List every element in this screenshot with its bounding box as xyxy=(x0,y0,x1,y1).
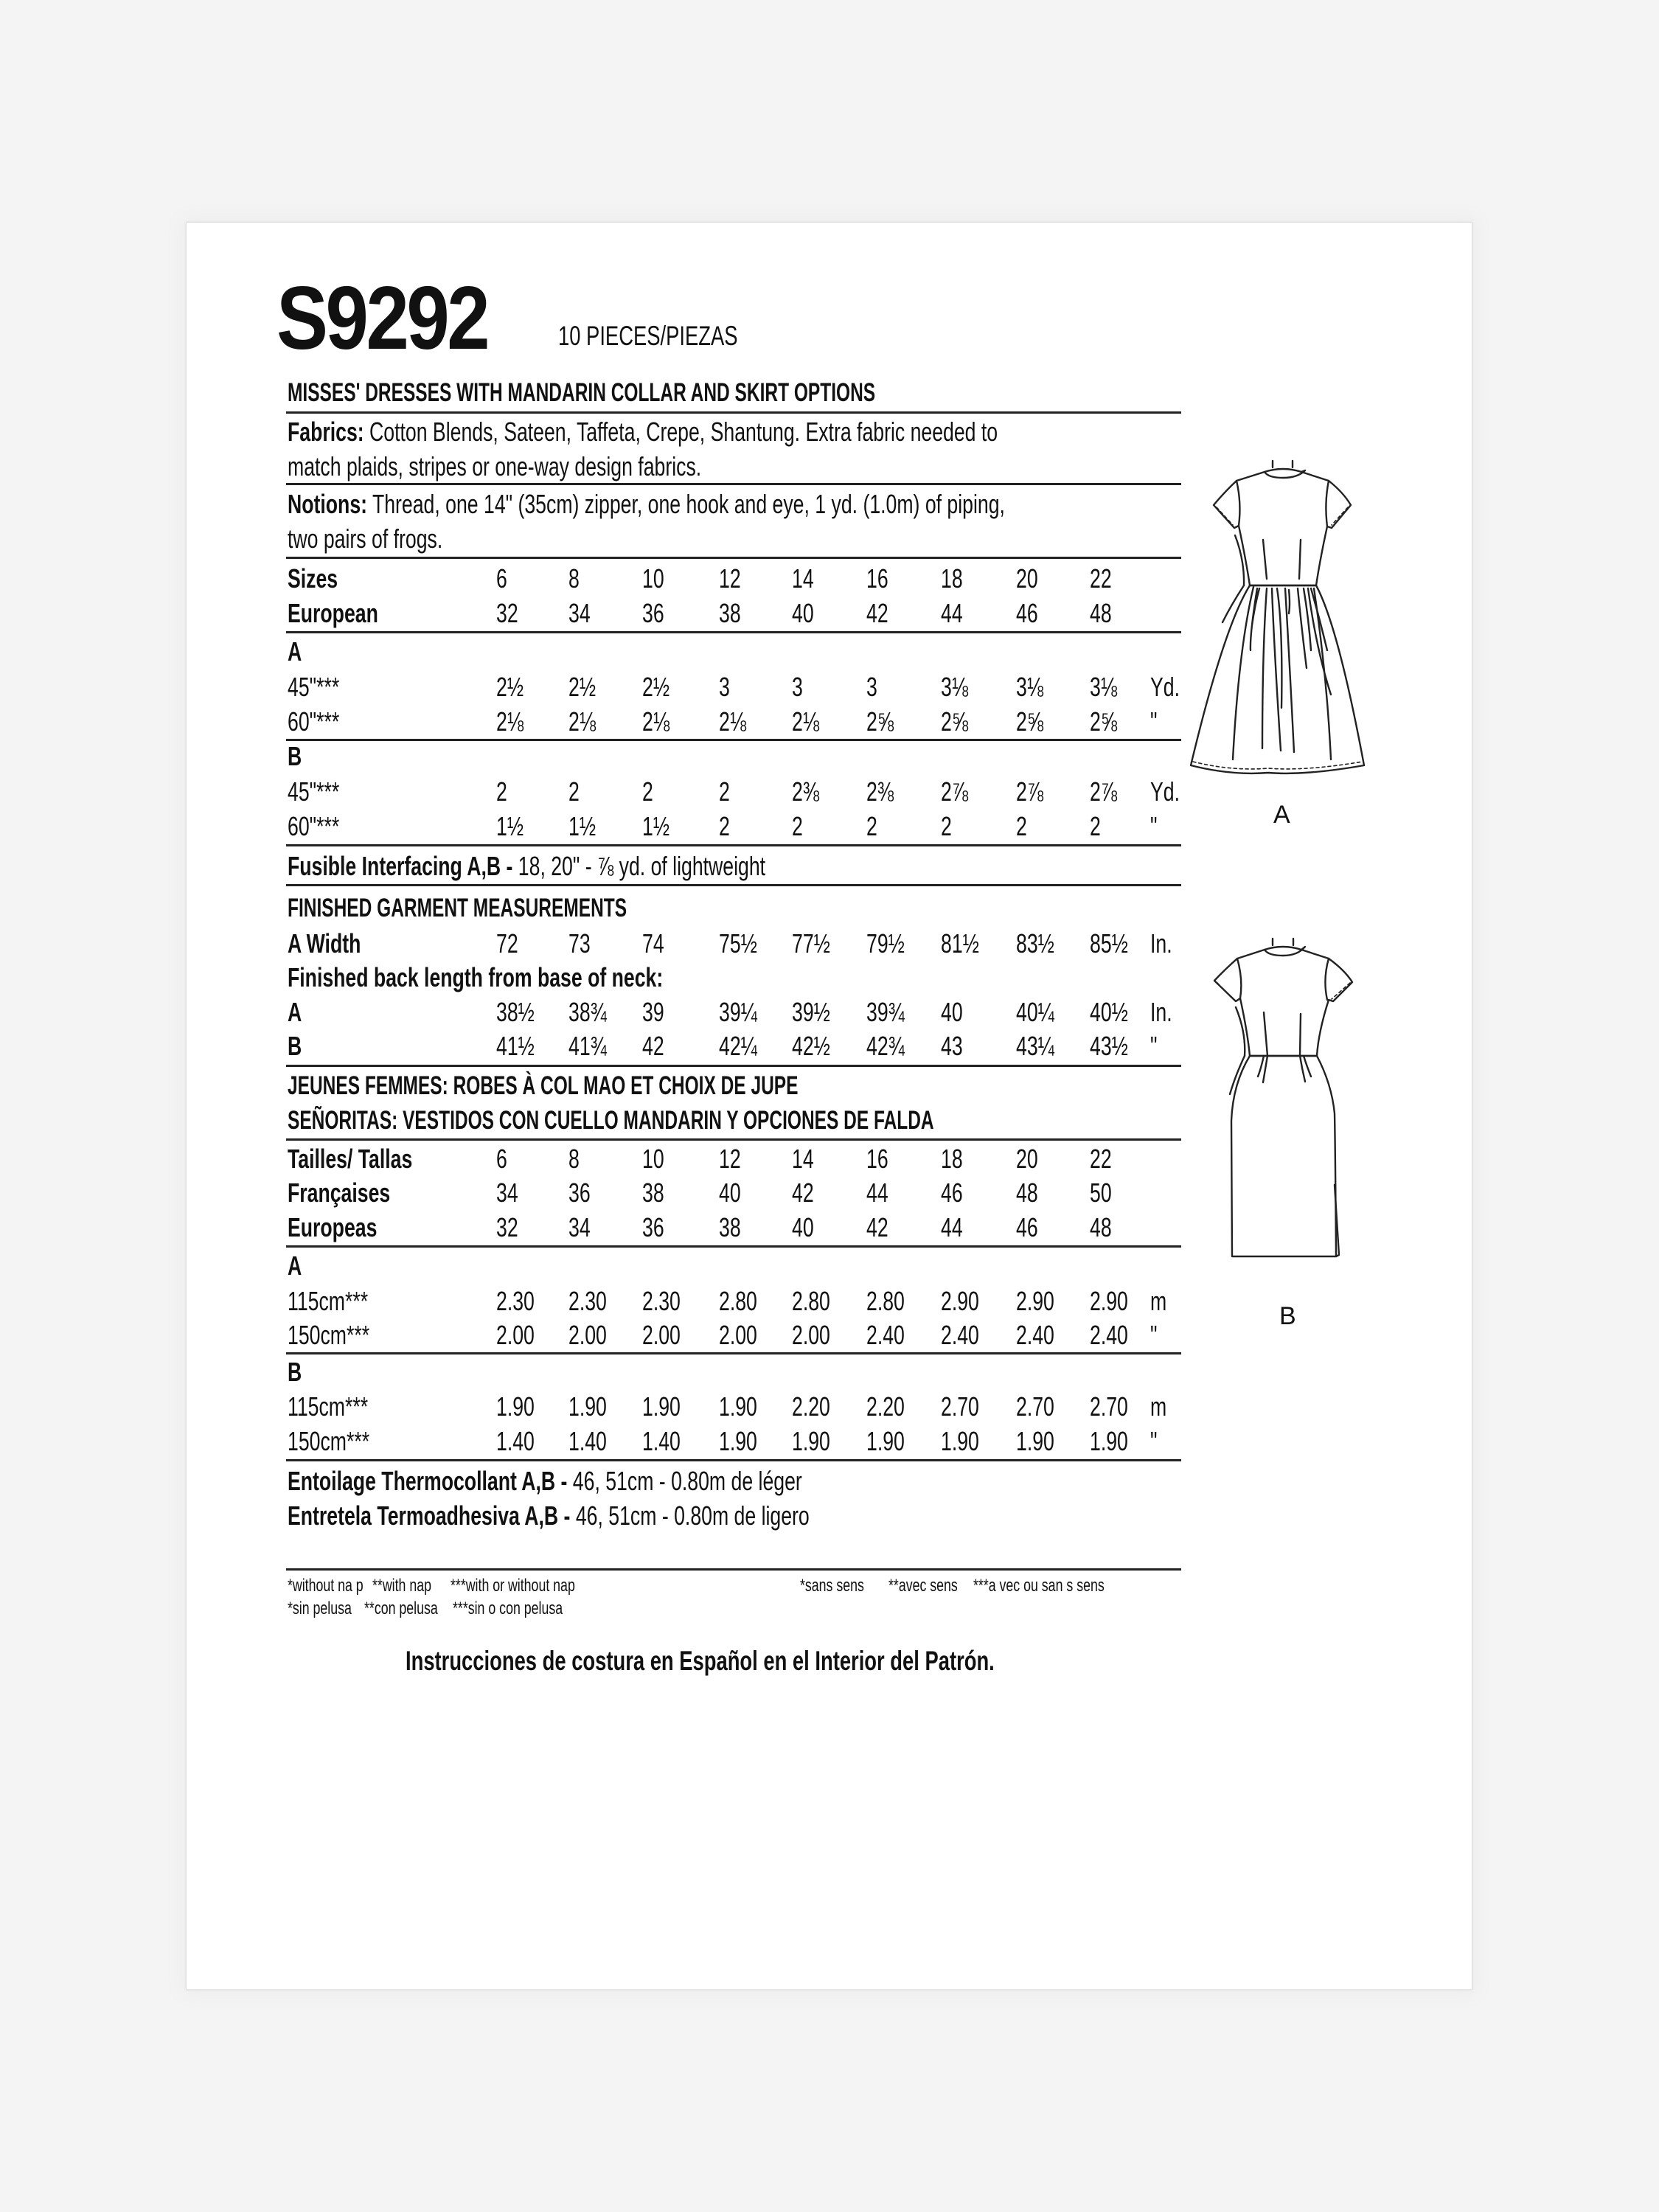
size-value: 14 xyxy=(792,563,814,594)
french-size-value: 34 xyxy=(496,1178,518,1208)
width-value: 79½ xyxy=(866,928,905,959)
tailles-label: Tailles/ Tallas xyxy=(288,1144,413,1174)
notions-line-2: two pairs of frogs. xyxy=(288,524,443,554)
width-label: A Width xyxy=(288,928,361,959)
title-spanish: SEÑORITAS: VESTIDOS CON CUELLO MANDARIN Y OPCIONES DE FALDA xyxy=(288,1106,934,1135)
length-value: 42¾ xyxy=(866,1031,905,1061)
notions-label: Notions: xyxy=(288,489,368,519)
divider xyxy=(286,844,1181,846)
european-size-value: 40 xyxy=(792,598,814,628)
view-heading: A xyxy=(288,1251,302,1281)
skirt-outline xyxy=(1231,1056,1336,1256)
meterage-value: 2.30 xyxy=(642,1286,681,1316)
entoilage-text: 46, 51cm - 0.80m de léger xyxy=(572,1466,802,1496)
yardage-value: 2 xyxy=(866,811,877,841)
meterage-value: 2.30 xyxy=(496,1286,535,1316)
view-label: B xyxy=(288,1031,302,1061)
divider xyxy=(286,557,1181,559)
european-size-value: 42 xyxy=(866,598,888,628)
view-heading: A xyxy=(288,636,302,667)
unit-label: " xyxy=(1150,1320,1158,1350)
size-value: 18 xyxy=(941,563,963,594)
width-value: 73 xyxy=(568,928,591,959)
yardage-value: 2 xyxy=(568,776,580,807)
yardage-value: 2 xyxy=(941,811,952,841)
yardage-value: 2⅞ xyxy=(1090,776,1118,807)
fabrics-label: Fabrics: xyxy=(288,417,364,447)
bodice-outline xyxy=(1214,950,1352,1056)
yardage-value: 2⅛ xyxy=(568,706,597,737)
length-value: 38½ xyxy=(496,997,535,1027)
yardage-value: 2 xyxy=(1016,811,1027,841)
yardage-value: 2⅝ xyxy=(1090,706,1118,737)
european-size-value: 36 xyxy=(642,1212,664,1242)
length-value: 40¼ xyxy=(1016,997,1054,1027)
pattern-number: S9292 xyxy=(276,268,488,368)
yardage-value: 1½ xyxy=(568,811,597,841)
fabric-width-label: 60"*** xyxy=(288,706,340,737)
footnote-fr-1: *sans sens xyxy=(800,1576,864,1596)
meterage-value: 2.00 xyxy=(719,1320,757,1350)
length-value: 42 xyxy=(642,1031,664,1061)
yardage-value: 1½ xyxy=(496,811,524,841)
yardage-value: 2⅜ xyxy=(866,776,894,807)
european-size-value: 48 xyxy=(1090,1212,1112,1242)
european-size-value: 44 xyxy=(941,598,963,628)
meterage-value: 2.00 xyxy=(568,1320,607,1350)
fabrics-line-2: match plaids, stripes or one-way design fabrics. xyxy=(288,451,702,481)
french-size-value: 36 xyxy=(568,1178,591,1208)
length-value: 42½ xyxy=(792,1031,830,1061)
meterage-value: 2.70 xyxy=(941,1391,979,1422)
dart-left xyxy=(1263,540,1267,579)
size-value: 10 xyxy=(642,1144,664,1174)
yardage-value: 2 xyxy=(719,776,730,807)
fabric-width-label: 45"*** xyxy=(288,672,340,702)
yardage-value: 3 xyxy=(792,672,803,702)
yardage-value: 3 xyxy=(719,672,730,702)
length-value: 43¼ xyxy=(1016,1031,1054,1061)
interfacing-label: Fusible Interfacing A,B - xyxy=(288,851,513,881)
yardage-value: 2½ xyxy=(642,672,670,702)
width-value: 83½ xyxy=(1016,928,1054,959)
meterage-value: 2.80 xyxy=(792,1286,830,1316)
meterage-value: 1.90 xyxy=(568,1391,607,1422)
fabric-width-label: 150cm*** xyxy=(288,1426,370,1456)
width-value: 85½ xyxy=(1090,928,1128,959)
european-size-value: 48 xyxy=(1090,598,1112,628)
armhole-right xyxy=(1326,481,1329,526)
meterage-value: 2.20 xyxy=(792,1391,830,1422)
size-value: 8 xyxy=(568,563,580,594)
length-value: 41½ xyxy=(496,1031,535,1061)
divider xyxy=(286,631,1181,633)
fabric-width-label: 115cm*** xyxy=(288,1286,369,1316)
size-value: 8 xyxy=(568,1144,580,1174)
footnote-es-3: ***sin o con pelusa xyxy=(453,1599,563,1618)
width-value: 81½ xyxy=(941,928,979,959)
yardage-value: 3⅛ xyxy=(941,672,969,702)
view-label-a: A xyxy=(1273,801,1290,829)
size-value: 20 xyxy=(1016,1144,1038,1174)
meterage-value: 2.30 xyxy=(568,1286,607,1316)
size-value: 6 xyxy=(496,1144,507,1174)
yardage-value: 2⅝ xyxy=(941,706,969,737)
width-value: 72 xyxy=(496,928,518,959)
european-size-value: 34 xyxy=(568,1212,591,1242)
size-value: 16 xyxy=(866,1144,888,1174)
meterage-value: 2.40 xyxy=(866,1320,905,1350)
unit-label: In. xyxy=(1150,997,1172,1027)
yardage-value: 2⅞ xyxy=(941,776,969,807)
footnote-en-2: **with nap xyxy=(372,1576,431,1596)
meterage-value: 2.80 xyxy=(866,1286,905,1316)
yardage-value: 2⅛ xyxy=(719,706,747,737)
yardage-value: 2⅛ xyxy=(792,706,820,737)
fabric-width-label: 115cm*** xyxy=(288,1391,369,1422)
french-size-value: 44 xyxy=(866,1178,888,1208)
yardage-value: 2½ xyxy=(496,672,524,702)
meterage-value: 2.20 xyxy=(866,1391,905,1422)
entretela-label: Entretela Termoadhesiva A,B - xyxy=(288,1500,571,1531)
unit-label: " xyxy=(1150,1426,1158,1456)
meterage-value: 2.00 xyxy=(792,1320,830,1350)
divider xyxy=(286,1065,1181,1067)
divider xyxy=(286,1138,1181,1141)
unit-label: m xyxy=(1150,1286,1167,1316)
unit-label: " xyxy=(1150,706,1158,737)
yardage-value: 2 xyxy=(496,776,507,807)
yardage-value: 2 xyxy=(792,811,803,841)
yardage-value: 3 xyxy=(866,672,877,702)
meterage-value: 2.70 xyxy=(1090,1391,1128,1422)
meterage-value: 1.90 xyxy=(1016,1426,1054,1456)
entoilage-label: Entoilage Thermocollant A,B - xyxy=(288,1466,568,1496)
meterage-value: 2.90 xyxy=(1090,1286,1128,1316)
skirt-outline xyxy=(1191,585,1364,773)
french-size-value: 42 xyxy=(792,1178,814,1208)
fabric-width-label: 60"*** xyxy=(288,811,340,841)
european-size-value: 34 xyxy=(568,598,591,628)
unit-label: In. xyxy=(1150,928,1172,959)
interfacing-line xyxy=(288,853,933,880)
european-size-value: 46 xyxy=(1016,598,1038,628)
footnote-fr-3: ***a vec ou san s sens xyxy=(973,1576,1105,1596)
length-value: 43 xyxy=(941,1031,963,1061)
size-value: 18 xyxy=(941,1144,963,1174)
footnote-en-1: *without na p xyxy=(288,1576,364,1596)
meterage-value: 1.40 xyxy=(568,1426,607,1456)
size-value: 12 xyxy=(719,1144,741,1174)
size-value: 16 xyxy=(866,563,888,594)
footnote-es-1: *sin pelusa xyxy=(288,1599,352,1618)
meterage-value: 1.90 xyxy=(642,1391,681,1422)
yardage-value: 2½ xyxy=(568,672,597,702)
length-value: 40½ xyxy=(1090,997,1128,1027)
european-size-value: 46 xyxy=(1016,1212,1038,1242)
length-value: 39½ xyxy=(792,997,830,1027)
meterage-value: 1.90 xyxy=(792,1426,830,1456)
yardage-value: 2⅝ xyxy=(866,706,894,737)
divider xyxy=(286,1459,1181,1461)
size-value: 22 xyxy=(1090,1144,1112,1174)
meterage-value: 1.90 xyxy=(866,1426,905,1456)
meterage-value: 2.00 xyxy=(496,1320,535,1350)
european-label: European xyxy=(288,598,378,628)
footnote-en-3: ***with or without nap xyxy=(451,1576,575,1596)
meterage-value: 1.40 xyxy=(642,1426,681,1456)
title-english: MISSES' DRESSES WITH MANDARIN COLLAR AND SKIRT OPTIONS xyxy=(288,378,876,407)
french-size-value: 46 xyxy=(941,1178,963,1208)
entretela-text: 46, 51cm - 0.80m de ligero xyxy=(575,1500,810,1531)
french-size-value: 50 xyxy=(1090,1178,1112,1208)
footnote-divider xyxy=(286,1568,1181,1571)
dress-full-skirt-icon xyxy=(1180,457,1364,782)
meterage-value: 2.90 xyxy=(1016,1286,1054,1316)
fabric-width-label: 45"*** xyxy=(288,776,340,807)
length-value: 41¾ xyxy=(568,1031,607,1061)
back-length-label: Finished back length from base of neck: xyxy=(288,962,664,992)
meterage-value: 1.90 xyxy=(1090,1426,1128,1456)
view-label: A xyxy=(288,997,302,1027)
french-size-value: 38 xyxy=(642,1178,664,1208)
meterage-value: 2.70 xyxy=(1016,1391,1054,1422)
unit-label: Yd. xyxy=(1150,672,1180,702)
european-size-value: 44 xyxy=(941,1212,963,1242)
length-value: 38¾ xyxy=(568,997,607,1027)
yardage-value: 1½ xyxy=(642,811,670,841)
length-value: 39¼ xyxy=(719,997,757,1027)
size-value: 14 xyxy=(792,1144,814,1174)
yardage-value: 3⅛ xyxy=(1016,672,1044,702)
entretela-line xyxy=(288,1500,992,1531)
meterage-value: 1.40 xyxy=(496,1426,535,1456)
notions-line-1 xyxy=(288,491,1257,518)
divider xyxy=(286,1352,1181,1354)
view-heading: B xyxy=(288,1357,302,1387)
view-label-b: B xyxy=(1279,1302,1296,1330)
yardage-value: 2 xyxy=(642,776,653,807)
unit-label: m xyxy=(1150,1391,1167,1422)
sizes-label: Sizes xyxy=(288,563,338,594)
unit-label: " xyxy=(1150,811,1158,841)
piece-count: 10 PIECES/PIEZAS xyxy=(558,321,738,351)
view-heading: B xyxy=(288,741,302,771)
length-value: 39 xyxy=(642,997,664,1027)
dress-pencil-skirt-icon xyxy=(1187,929,1357,1268)
footnote-es-2: **con pelusa xyxy=(364,1599,438,1618)
yardage-value: 3⅛ xyxy=(1090,672,1118,702)
divider xyxy=(286,411,1181,414)
length-value: 40 xyxy=(941,997,963,1027)
european-size-value: 32 xyxy=(496,598,518,628)
width-value: 75½ xyxy=(719,928,757,959)
yardage-value: 2⅞ xyxy=(1016,776,1044,807)
meterage-value: 1.90 xyxy=(496,1391,535,1422)
europeas-label: Europeas xyxy=(288,1212,378,1242)
size-value: 22 xyxy=(1090,563,1112,594)
meterage-value: 1.90 xyxy=(719,1426,757,1456)
size-value: 12 xyxy=(719,563,741,594)
spanish-instructions-note: Instrucciones de costura en Español en el Interior del Patrón. xyxy=(406,1646,995,1676)
fabrics-line-1 xyxy=(288,419,1248,445)
european-size-value: 32 xyxy=(496,1212,518,1242)
meterage-value: 2.90 xyxy=(941,1286,979,1316)
divider xyxy=(286,1245,1181,1248)
unit-label: Yd. xyxy=(1150,776,1180,807)
divider xyxy=(286,483,1181,485)
meterage-value: 2.40 xyxy=(1090,1320,1128,1350)
yardage-value: 2 xyxy=(719,811,730,841)
dart-right xyxy=(1299,540,1301,579)
yardage-value: 2⅛ xyxy=(496,706,524,737)
title-french: JEUNES FEMMES: ROBES À COL MAO ET CHOIX DE JUPE xyxy=(288,1071,799,1100)
french-size-value: 40 xyxy=(719,1178,741,1208)
divider xyxy=(286,884,1181,886)
notions-text: Thread, one 14" (35cm) zipper, one hook and eye, 1 yd. (1.0m) of piping, xyxy=(372,489,1005,519)
meterage-value: 2.40 xyxy=(1016,1320,1054,1350)
meterage-value: 1.90 xyxy=(941,1426,979,1456)
european-size-value: 38 xyxy=(719,1212,741,1242)
finished-measurements-heading: FINISHED GARMENT MEASUREMENTS xyxy=(288,894,627,922)
european-size-value: 42 xyxy=(866,1212,888,1242)
collar xyxy=(1265,461,1305,478)
unit-label: " xyxy=(1150,1031,1158,1061)
entoilage-line xyxy=(288,1468,983,1495)
interfacing-text: 18, 20" - ⅞ yd. of lightweight xyxy=(518,851,766,881)
bodice-outline xyxy=(1214,472,1351,585)
european-size-value: 40 xyxy=(792,1212,814,1242)
length-value: 43½ xyxy=(1090,1031,1128,1061)
european-size-value: 38 xyxy=(719,598,741,628)
yardage-value: 2 xyxy=(1090,811,1101,841)
armhole-left xyxy=(1237,481,1239,526)
length-value: 39¾ xyxy=(866,997,905,1027)
yardage-value: 2⅜ xyxy=(792,776,820,807)
yardage-value: 2⅛ xyxy=(642,706,670,737)
meterage-value: 1.90 xyxy=(719,1391,757,1422)
european-size-value: 36 xyxy=(642,598,664,628)
size-value: 10 xyxy=(642,563,664,594)
divider xyxy=(286,739,1181,741)
footnote-fr-2: **avec sens xyxy=(888,1576,958,1596)
meterage-value: 2.00 xyxy=(642,1320,681,1350)
francaises-label: Françaises xyxy=(288,1178,391,1208)
fabrics-text: Cotton Blends, Sateen, Taffeta, Crepe, Shantung. Extra fabric needed to xyxy=(369,417,998,447)
yardage-value: 2⅝ xyxy=(1016,706,1044,737)
fabric-width-label: 150cm*** xyxy=(288,1320,370,1350)
meterage-value: 2.40 xyxy=(941,1320,979,1350)
french-size-value: 48 xyxy=(1016,1178,1038,1208)
size-value: 20 xyxy=(1016,563,1038,594)
width-value: 77½ xyxy=(792,928,830,959)
length-value: 42¼ xyxy=(719,1031,757,1061)
meterage-value: 2.80 xyxy=(719,1286,757,1316)
size-value: 6 xyxy=(496,563,507,594)
width-value: 74 xyxy=(642,928,664,959)
